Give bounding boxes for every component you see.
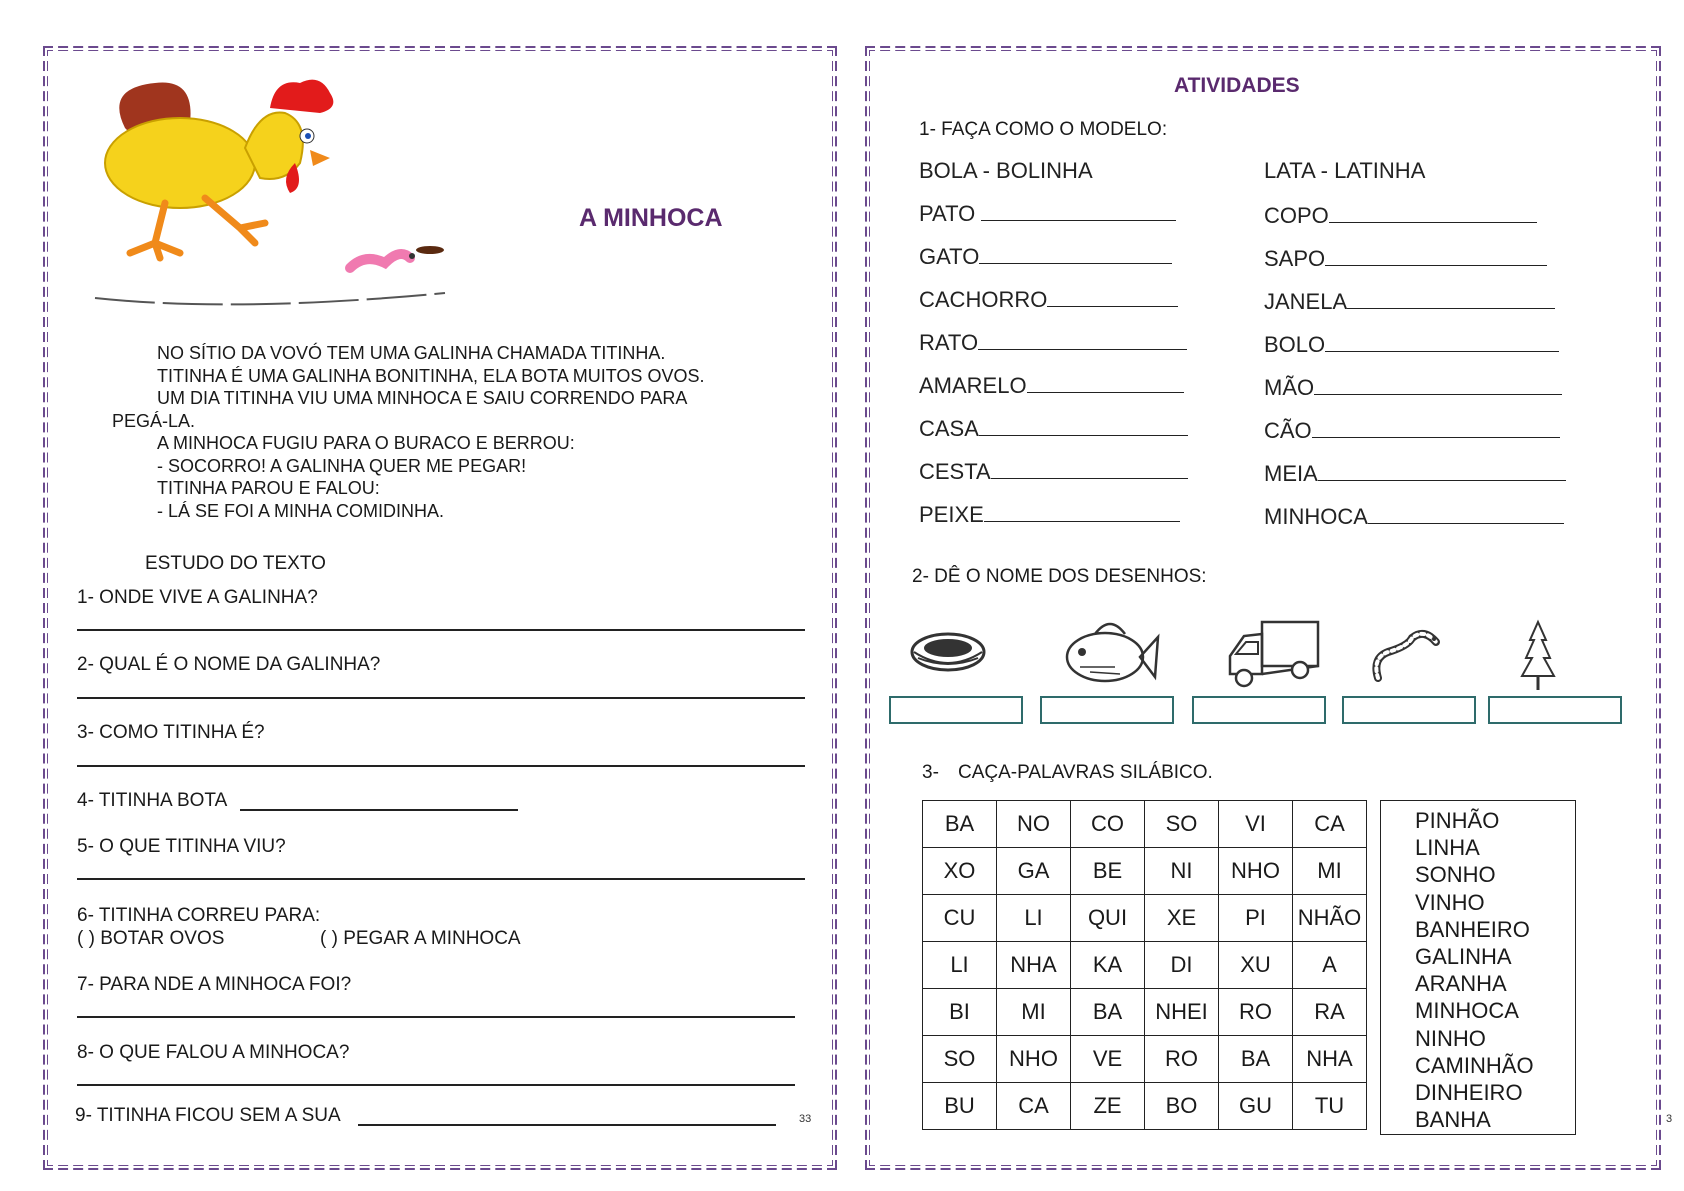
question-6: 6- TITINHA CORREU PARA: bbox=[77, 905, 321, 926]
grid-cell[interactable]: SO bbox=[1145, 801, 1219, 848]
grid-cell[interactable]: PI bbox=[1219, 895, 1293, 942]
answer-line-3[interactable] bbox=[77, 765, 805, 767]
word-row bbox=[1264, 288, 1555, 315]
answer-line-8[interactable] bbox=[77, 1084, 795, 1086]
grid-row bbox=[923, 1083, 1367, 1130]
answer-blank[interactable] bbox=[1027, 372, 1184, 393]
question-7: 7- PARA NDE A MINHOCA FOI? bbox=[77, 974, 352, 995]
picture-answer-box-5[interactable] bbox=[1488, 696, 1622, 724]
grid-row bbox=[923, 895, 1367, 942]
word-row bbox=[919, 329, 1187, 356]
word-list-item: BANHA bbox=[1415, 1107, 1491, 1133]
story-line: - LÁ SE FOI A MINHA COMIDINHA. bbox=[157, 500, 445, 521]
fish-icon bbox=[1060, 612, 1160, 692]
word-row bbox=[1264, 460, 1566, 487]
word: RATO bbox=[919, 330, 979, 355]
hen-icon bbox=[105, 80, 333, 258]
word-row bbox=[919, 243, 1172, 270]
grid-row bbox=[923, 848, 1367, 895]
grid-cell[interactable]: ZE bbox=[1071, 1083, 1145, 1130]
word: JANELA bbox=[1264, 289, 1348, 314]
word-list-item: ARANHA bbox=[1415, 971, 1507, 997]
grid-cell[interactable]: VI bbox=[1219, 801, 1293, 848]
answer-blank[interactable] bbox=[1318, 460, 1566, 481]
answer-blank[interactable] bbox=[981, 200, 1176, 221]
hen-and-worm-illustration bbox=[85, 68, 455, 308]
question-3: 3- COMO TITINHA É? bbox=[77, 722, 265, 743]
answer-line-2[interactable] bbox=[77, 697, 805, 699]
answer-blank[interactable] bbox=[1325, 331, 1559, 352]
grid-cell[interactable]: BA bbox=[923, 801, 997, 848]
right-page-number: 3 bbox=[1666, 1113, 1673, 1125]
grid-cell[interactable]: BI bbox=[923, 989, 997, 1036]
story-line: TITINHA É UMA GALINHA BONITINHA, ELA BOTA MUITOS OVOS. bbox=[157, 365, 705, 386]
activity-2-heading: 2- DÊ O NOME DOS DESENHOS: bbox=[912, 566, 1207, 587]
option-botar-ovos[interactable]: ( ) BOTAR OVOS bbox=[77, 928, 225, 949]
question-1: 1- ONDE VIVE A GALINHA? bbox=[77, 587, 318, 608]
grid-cell[interactable]: BO bbox=[1145, 1083, 1219, 1130]
word-list-box bbox=[1380, 800, 1576, 1135]
word-row bbox=[1264, 374, 1562, 401]
answer-blank[interactable] bbox=[1312, 417, 1560, 438]
word: MÃO bbox=[1264, 375, 1315, 400]
grid-cell[interactable]: NI bbox=[1145, 848, 1219, 895]
word-list-item: PINHÃO bbox=[1415, 808, 1500, 833]
answer-blank[interactable] bbox=[1347, 288, 1555, 309]
answer-blank[interactable] bbox=[1329, 202, 1537, 223]
worm-icon bbox=[1368, 628, 1444, 686]
word-list-item: CAMINHÃO bbox=[1415, 1052, 1534, 1078]
left-page-number: 33 bbox=[799, 1113, 812, 1125]
model-right: LATA - LATINHA bbox=[1264, 158, 1426, 183]
story-line: PEGÁ-LA. bbox=[112, 410, 196, 431]
nest-icon bbox=[908, 622, 988, 678]
picture-answer-box-1[interactable] bbox=[889, 696, 1023, 724]
question-2: 2- QUAL É O NOME DA GALINHA? bbox=[77, 654, 381, 675]
word-row bbox=[1264, 503, 1564, 530]
story-text bbox=[112, 342, 704, 522]
grid-cell[interactable]: DI bbox=[1145, 942, 1219, 989]
question-5: 5- O QUE TITINHA VIU? bbox=[77, 836, 286, 857]
grid-cell[interactable]: BE bbox=[1071, 848, 1145, 895]
word-row bbox=[1264, 331, 1559, 358]
answer-line-1[interactable] bbox=[77, 629, 805, 631]
word-list-item: GALINHA bbox=[1415, 944, 1512, 970]
grid-cell[interactable]: MI bbox=[1293, 848, 1367, 895]
story-line: - SOCORRO! A GALINHA QUER ME PEGAR! bbox=[157, 455, 527, 476]
grid-cell[interactable]: NHA bbox=[1293, 1036, 1367, 1083]
word: CACHORRO bbox=[919, 287, 1048, 312]
answer-blank[interactable] bbox=[979, 243, 1172, 264]
grid-cell[interactable]: NO bbox=[997, 801, 1071, 848]
word-row bbox=[919, 286, 1178, 313]
word: SAPO bbox=[1264, 246, 1326, 271]
tree-icon bbox=[1516, 618, 1560, 692]
picture-answer-box-4[interactable] bbox=[1342, 696, 1476, 724]
story-title: A MINHOCA bbox=[579, 204, 723, 232]
word: PEIXE bbox=[919, 502, 984, 527]
grid-cell[interactable]: NHÃO bbox=[1293, 895, 1367, 942]
picture-answer-box-3[interactable] bbox=[1192, 696, 1326, 724]
word: MEIA bbox=[1264, 461, 1318, 486]
answer-blank[interactable] bbox=[1368, 503, 1564, 524]
grid-cell[interactable]: BU bbox=[923, 1083, 997, 1130]
word-row bbox=[919, 415, 1188, 442]
answer-blank[interactable] bbox=[1325, 245, 1547, 266]
word-row bbox=[919, 458, 1188, 485]
question-8: 8- O QUE FALOU A MINHOCA? bbox=[77, 1042, 350, 1063]
grid-cell[interactable]: CA bbox=[997, 1083, 1071, 1130]
truck-icon bbox=[1224, 614, 1324, 694]
grid-row bbox=[923, 989, 1367, 1036]
word-row bbox=[1264, 245, 1547, 272]
grid-cell[interactable]: A bbox=[1293, 942, 1367, 989]
grid-cell[interactable]: XU bbox=[1219, 942, 1293, 989]
model-left: BOLA - BOLINHA bbox=[919, 158, 1093, 183]
grid-cell[interactable]: LI bbox=[923, 942, 997, 989]
word-list-item: LINHA bbox=[1415, 835, 1480, 861]
grid-cell[interactable]: VE bbox=[1071, 1036, 1145, 1083]
grid-cell[interactable]: RA bbox=[1293, 989, 1367, 1036]
syllable-search-grid bbox=[922, 800, 1367, 1130]
grid-cell[interactable]: NHA bbox=[997, 942, 1071, 989]
grid-cell[interactable]: XO bbox=[923, 848, 997, 895]
grid-row bbox=[923, 1036, 1367, 1083]
grid-cell[interactable]: QUI bbox=[1071, 895, 1145, 942]
answer-blank[interactable] bbox=[991, 458, 1188, 479]
word-row bbox=[919, 372, 1184, 399]
grid-cell[interactable]: KA bbox=[1071, 942, 1145, 989]
option-pegar-minhoca[interactable]: ( ) PEGAR A MINHOCA bbox=[320, 928, 521, 949]
grid-cell[interactable]: NHEI bbox=[1145, 989, 1219, 1036]
word-row bbox=[919, 501, 1180, 528]
word-list-item: NINHO bbox=[1415, 1025, 1486, 1051]
grid-cell[interactable]: CO bbox=[1071, 801, 1145, 848]
story-line: NO SÍTIO DA VOVÓ TEM UMA GALINHA CHAMADA TITINHA. bbox=[157, 343, 666, 363]
word: CÃO bbox=[1264, 418, 1312, 443]
answer-line-5[interactable] bbox=[77, 878, 805, 880]
word: CASA bbox=[919, 416, 979, 441]
grid-cell[interactable]: CU bbox=[923, 895, 997, 942]
picture-answer-box-2[interactable] bbox=[1040, 696, 1174, 724]
word-list-item: MINHOCA bbox=[1415, 998, 1519, 1024]
word-list-item: BANHEIRO bbox=[1415, 916, 1530, 942]
word: GATO bbox=[919, 244, 980, 269]
activities-title: ATIVIDADES bbox=[1174, 74, 1300, 97]
grid-cell[interactable]: GU bbox=[1219, 1083, 1293, 1130]
answer-blank[interactable] bbox=[984, 501, 1180, 522]
activity-1-heading: 1- FAÇA COMO O MODELO: bbox=[919, 119, 1168, 140]
grid-cell[interactable]: RO bbox=[1145, 1036, 1219, 1083]
word: COPO bbox=[1264, 203, 1329, 228]
word: CESTA bbox=[919, 459, 991, 484]
answer-blank[interactable] bbox=[979, 415, 1188, 436]
grid-cell[interactable]: RO bbox=[1219, 989, 1293, 1036]
word-row bbox=[1264, 202, 1537, 229]
answer-blank[interactable] bbox=[1047, 286, 1178, 307]
grid-cell[interactable]: CA bbox=[1293, 801, 1367, 848]
answer-line-4[interactable] bbox=[240, 809, 518, 811]
answer-blank[interactable] bbox=[978, 329, 1187, 350]
study-heading: ESTUDO DO TEXTO bbox=[145, 553, 326, 574]
grid-cell[interactable]: NHO bbox=[1219, 848, 1293, 895]
word-list-item: SONHO bbox=[1415, 862, 1496, 888]
grid-cell[interactable]: SO bbox=[923, 1036, 997, 1083]
word-list-item: DINHEIRO bbox=[1415, 1080, 1523, 1106]
story-line: TITINHA PAROU E FALOU: bbox=[157, 478, 380, 498]
word: PATO bbox=[919, 201, 976, 226]
grid-row bbox=[923, 942, 1367, 989]
answer-line-9[interactable] bbox=[358, 1124, 776, 1126]
activity-3-number: 3- bbox=[922, 762, 939, 783]
question-4: 4- TITINHA BOTA bbox=[77, 790, 228, 811]
word-row bbox=[1264, 417, 1560, 444]
word: BOLO bbox=[1264, 332, 1326, 357]
word: AMARELO bbox=[919, 373, 1027, 398]
answer-line-7[interactable] bbox=[77, 1016, 795, 1018]
word-list-item: VINHO bbox=[1415, 889, 1485, 915]
grid-row bbox=[923, 801, 1367, 848]
worm-icon bbox=[350, 253, 415, 268]
activity-3-heading: CAÇA-PALAVRAS SILÁBICO. bbox=[958, 762, 1213, 783]
grid-cell[interactable]: BA bbox=[1071, 989, 1145, 1036]
answer-blank[interactable] bbox=[1314, 374, 1562, 395]
grid-cell[interactable]: NHO bbox=[997, 1036, 1071, 1083]
grid-cell[interactable]: TU bbox=[1293, 1083, 1367, 1130]
story-line: A MINHOCA FUGIU PARA O BURACO E BERROU: bbox=[157, 433, 575, 453]
hole-icon bbox=[416, 246, 444, 254]
story-line: UM DIA TITINHA VIU UMA MINHOCA E SAIU CORRENDO PARA bbox=[157, 388, 688, 408]
grid-cell[interactable]: GA bbox=[997, 848, 1071, 895]
word: MINHOCA bbox=[1264, 504, 1368, 529]
grid-cell[interactable]: BA bbox=[1219, 1036, 1293, 1083]
question-9: 9- TITINHA FICOU SEM A SUA bbox=[75, 1105, 341, 1126]
grid-cell[interactable]: MI bbox=[997, 989, 1071, 1036]
grid-cell[interactable]: XE bbox=[1145, 895, 1219, 942]
word-row bbox=[919, 200, 1176, 227]
grid-cell[interactable]: LI bbox=[997, 895, 1071, 942]
